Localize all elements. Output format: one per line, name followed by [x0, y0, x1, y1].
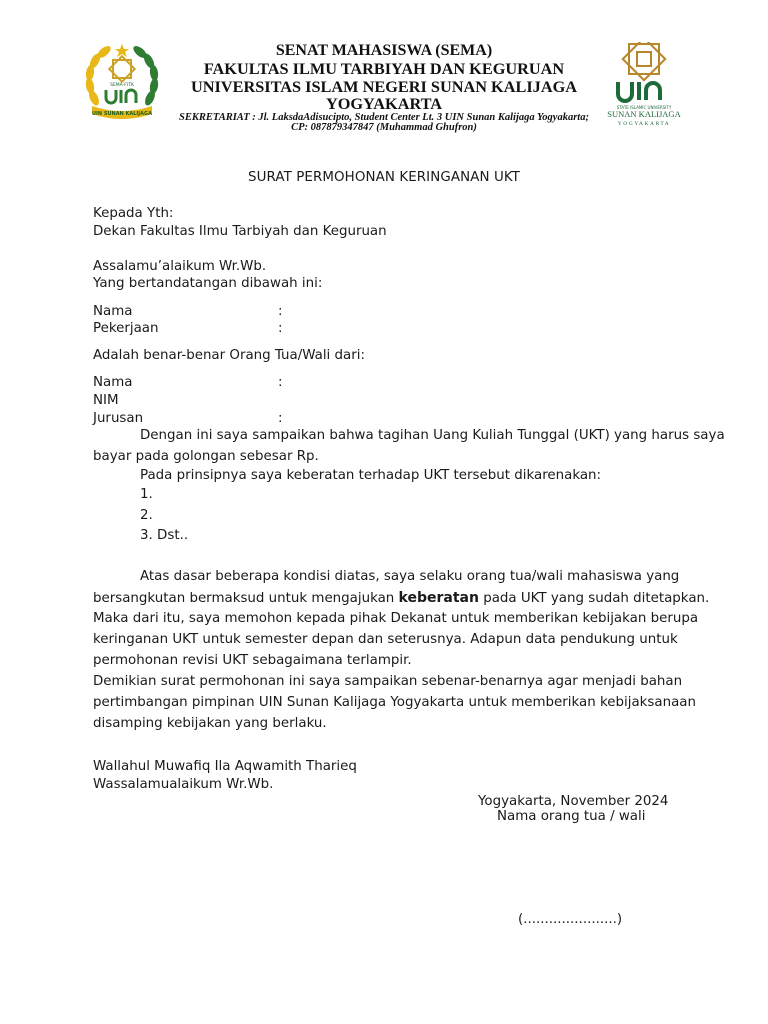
paragraph-line	[93, 589, 710, 610]
paragraph-line: disamping kebijakan yang berlaku.	[93, 716, 327, 731]
opening-greeting: Assalamu’alaikum Wr.Wb.	[93, 259, 267, 274]
reason-item-3: 3. Dst..	[140, 528, 189, 543]
reason-item-1: 1.	[140, 487, 153, 502]
paragraph-line: Demikian surat permohonan ini saya sampaikan sebenar-benarnya agar menjadi bahan	[93, 674, 683, 689]
parent-job-label: Pekerjaan	[93, 321, 159, 336]
parent-name-label: Nama	[93, 304, 133, 319]
uin-logo-top-text: STATE ISLAMIC UNIVERSITY	[616, 105, 672, 110]
contact-person: CP: 087879347847 (Muhammad Ghufron)	[291, 122, 477, 133]
city-name: YOGYAKARTA	[325, 94, 443, 113]
emblem-ribbon-text: UIN SUNAN KALIJAGA	[92, 111, 152, 117]
recipient-name: Dekan Fakultas Ilmu Tarbiyah dan Keguruan	[93, 224, 387, 239]
emphasized-word: keberatan	[398, 590, 479, 606]
org-name: SENAT MAHASISWA (SEMA)	[275, 42, 493, 59]
main-paragraph	[93, 568, 710, 736]
secretariat-address: SEKRETARIAT : Jl. LaksdaAdisucipto, Student Center Lt. 3 UIN Sunan Kalijaga Yogyakarta;	[179, 112, 589, 123]
paragraph-line: Atas dasar beberapa kondisi diatas, saya selaku orang tua/wali mahasiswa yang	[140, 569, 680, 584]
university-name: UNIVERSITAS ISLAM NEGERI SUNAN KALIJAGA	[191, 77, 577, 96]
uin-logo-name: SUNAN KALIJAGA	[607, 109, 681, 119]
child-major-label: Jurusan	[93, 411, 144, 426]
child-name-colon: :	[278, 375, 283, 390]
paragraph-text: bersangkutan bermaksud untuk mengajukan	[93, 591, 399, 606]
ukt-statement-line2: bayar pada golongan sebesar Rp.	[93, 449, 319, 464]
closing-greeting: Wassalamualaikum Wr.Wb.	[93, 777, 274, 792]
place-date: Yogyakarta, November 2024	[478, 794, 669, 809]
closing-prayer: Wallahul Muwafiq Ila Aqwamith Tharieq	[93, 759, 357, 774]
paragraph-line: pertimbangan pimpinan UIN Sunan Kalijaga Yogyakarta untuk memberikan kebijaksanaan	[93, 695, 696, 710]
paragraph-line: Maka dari itu, saya memohon kepada pihak Dekanat untuk memberikan kebijakan berupa	[93, 611, 699, 626]
child-intro: Adalah benar-benar Orang Tua/Wali dari:	[93, 348, 365, 363]
paragraph-line: keringanan UKT untuk semester depan dan seterusnya. Adapun data pendukung untuk	[93, 632, 678, 647]
objection-statement: Pada prinsipnya saya keberatan terhadap UKT tersebut dikarenakan:	[140, 468, 602, 483]
signer-title: Nama orang tua / wali	[497, 809, 646, 824]
child-name-label: Nama	[93, 375, 133, 390]
uin-logo-city: YOGYAKARTA	[617, 121, 671, 127]
ukt-statement-line1: Dengan ini saya sampaikan bahwa tagihan Uang Kuliah Tunggal (UKT) yang harus saya	[140, 428, 725, 443]
child-nim-label: NIM	[93, 393, 119, 408]
uin-sunan-kalijaga-logo	[606, 42, 682, 128]
letter-title: SURAT PERMOHONAN KERINGANAN UKT	[248, 170, 520, 185]
child-major-colon: :	[278, 411, 283, 426]
parent-job-colon: :	[278, 321, 283, 336]
paragraph-text: pada UKT yang sudah ditetapkan.	[478, 591, 710, 606]
recipient-label: Kepada Yth:	[93, 206, 174, 221]
signer-intro: Yang bertandatangan dibawah ini:	[93, 276, 323, 291]
reason-item-2: 2.	[140, 508, 153, 523]
emblem-small-text: SEMA-FITK	[110, 83, 134, 88]
faculty-name: FAKULTAS ILMU TARBIYAH DAN KEGURUAN	[203, 59, 565, 78]
signature-blank: (......................)	[518, 912, 623, 927]
paragraph-line: permohonan revisi UKT sebagaimana terlampir.	[93, 653, 412, 668]
parent-name-colon: :	[278, 304, 283, 319]
